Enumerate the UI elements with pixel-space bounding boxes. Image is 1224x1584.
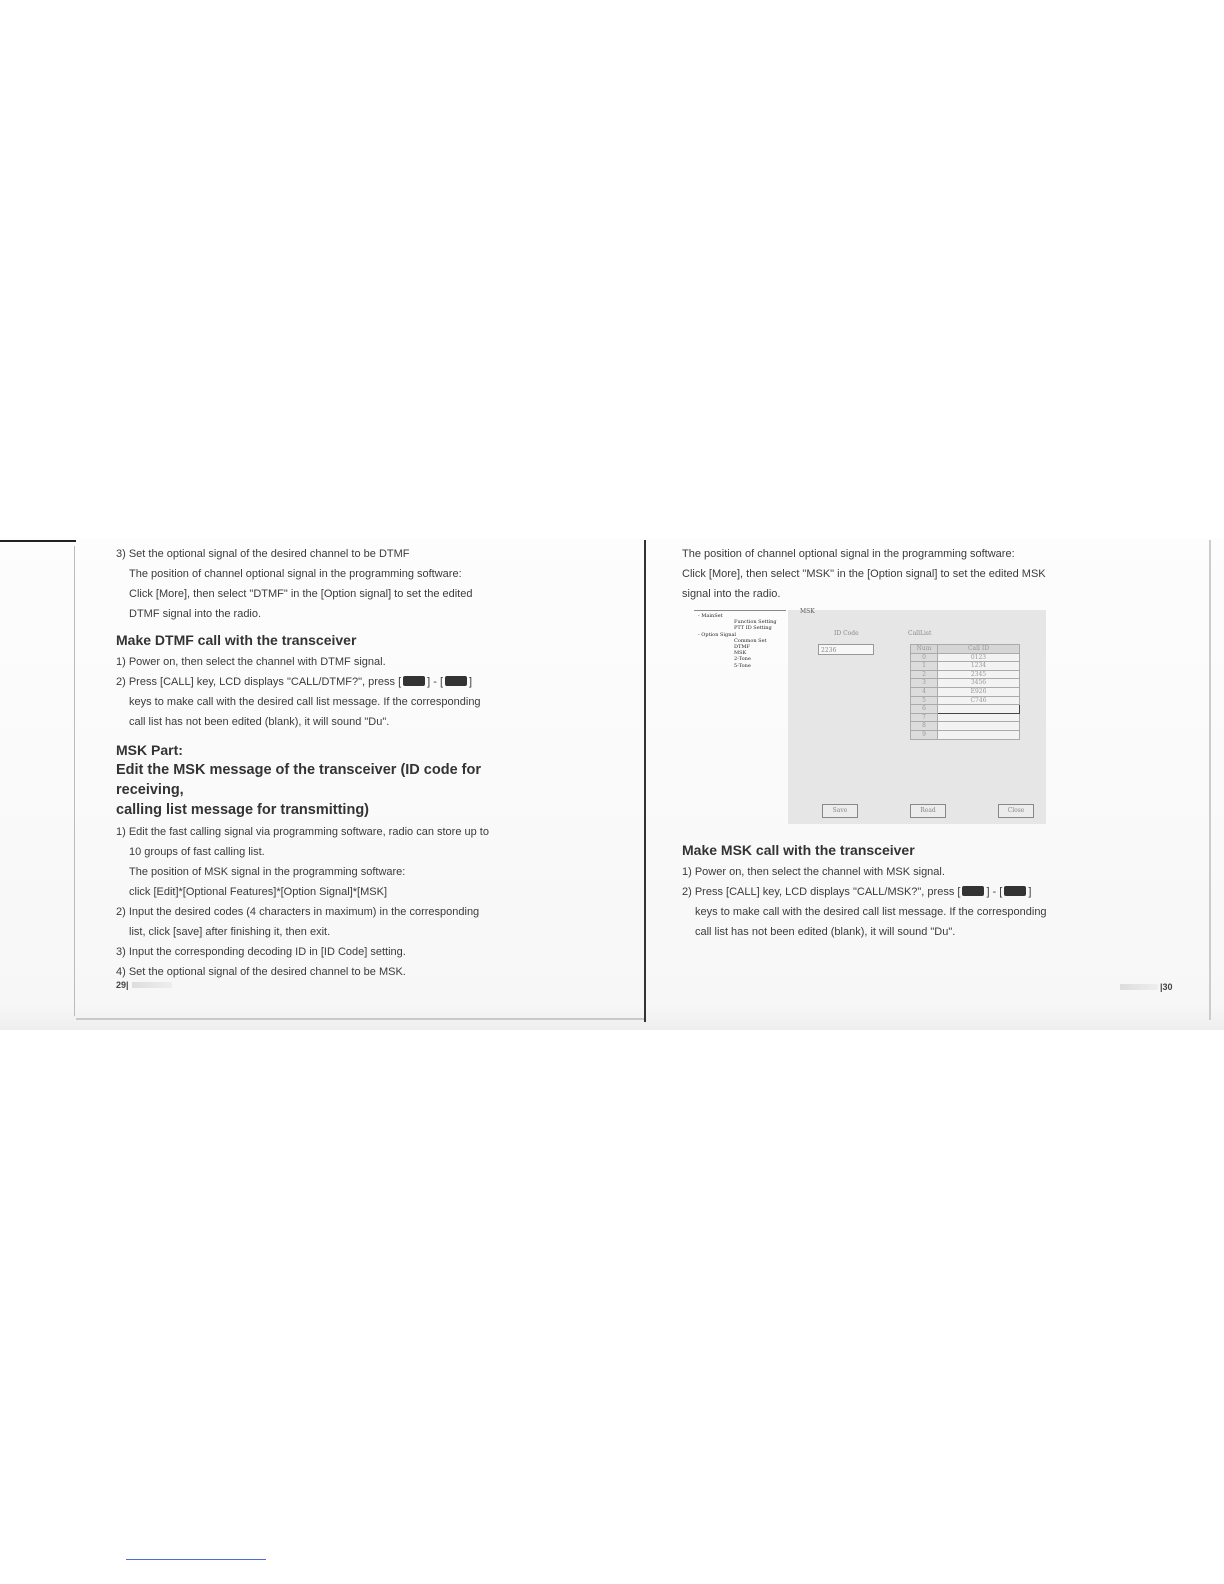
msk-step-2-line: list, click [save] after finishing it, then exit. [129,926,331,938]
intro-line: The position of channel optional signal in the programming software: [682,548,1015,560]
row-call-id[interactable] [938,722,1020,731]
dtmf-step-2-line: keys to make call with the desired call list message. If the corresponding [129,696,481,708]
msk-step-4: 4) Set the optional signal of the desired channel to be MSK. [116,966,406,978]
tree-item-dtmf[interactable]: DTMF [734,644,750,651]
msk-call-heading: Make MSK call with the transceiver [682,842,915,858]
row-call-id[interactable] [938,730,1020,739]
row-num: 3 [911,679,938,688]
row-num: 2 [911,670,938,679]
table-row [911,705,1020,714]
msk-call-step-2 [682,882,1082,902]
row-call-id[interactable]: 3456 [938,679,1020,688]
row-call-id[interactable]: E926 [938,687,1020,696]
tree-item-msk[interactable]: MSK [734,650,747,657]
msk-part-heading: MSK Part: [116,742,183,758]
tree-item-ptt-id-setting[interactable]: PTT ID Setting [734,625,772,632]
page-number-bar [1120,984,1158,990]
msk-edit-heading-cont: calling list message for transmitting) [116,802,369,818]
row-num: 8 [911,722,938,731]
tree-item-function-setting[interactable]: Function Setting [734,619,777,626]
table-row [911,722,1020,731]
table-row [911,696,1020,705]
right-page-lower [682,840,1082,942]
step-3-line: The position of channel optional signal in the programming software: [129,568,462,580]
bottom-page-edge [76,1018,644,1020]
dtmf-step-2-dash: ] - [ [427,676,444,688]
footnote-rule [126,1559,266,1560]
msk-call-step-2-dash: ] - [ [986,886,1003,898]
book-spine [644,540,646,1022]
table-row [911,662,1020,671]
page-number-right: |30 [1160,982,1173,992]
close-button[interactable]: Close [998,804,1034,818]
row-call-id[interactable]: 1234 [938,662,1020,671]
call-list-table [910,644,1020,740]
msk-step-2: 2) Input the desired codes (4 characters in maximum) in the corresponding [116,906,480,918]
tree-item-option-signal[interactable]: - Option Signal [698,631,737,638]
row-num: 9 [911,730,938,739]
msk-call-step-2-line: call list has not been edited (blank), it will sound "Du". [695,926,956,938]
msk-call-step-2-close: ] [1028,886,1032,898]
msk-step-1-line: click [Edit]*[Optional Features]*[Option Signal]*[MSK] [129,886,388,898]
step-3: 3) Set the optional signal of the desired channel to be DTMF [116,548,410,560]
msk-call-step-2-text: 2) Press [CALL] key, LCD displays "CALL/MSK?", press [ [682,886,961,898]
table-row [911,653,1020,662]
left-page [116,544,526,982]
page-number-left: 29| [116,980,129,990]
key-0-icon [962,886,984,896]
msk-call-step-2-line: keys to make call with the desired call list message. If the corresponding [695,906,1047,918]
row-call-id[interactable]: 2345 [938,670,1020,679]
msk-panel-title: MSK [800,608,815,615]
key-9-icon [1004,886,1026,896]
tree-item-2-tone[interactable]: 2-Tone [734,656,751,663]
key-9-icon [445,676,467,686]
read-button[interactable]: Read [910,804,946,818]
left-page-edge [74,546,75,1016]
settings-tree [680,613,786,703]
tree-divider [694,610,786,611]
dtmf-step-2-text: 2) Press [CALL] key, LCD displays "CALL/DTMF?", press [ [116,676,402,688]
right-page-edge [1209,540,1211,1020]
msk-step-1: 1) Edit the fast calling signal via programming software, radio can store up to [116,826,489,838]
msk-call-step-1: 1) Power on, then select the channel with MSK signal. [682,866,945,878]
id-code-input[interactable]: 2236 [818,644,874,655]
dtmf-step-2-close: ] [469,676,473,688]
table-row [911,713,1020,722]
id-code-label: ID Code [834,630,859,637]
table-header-call-id: Call ID [938,645,1020,654]
row-num: 4 [911,687,938,696]
row-call-id[interactable]: 0123 [938,653,1020,662]
top-rule [0,540,76,542]
right-page [682,544,1082,604]
intro-line: Click [More], then select "MSK" in the [Option signal] to set the edited MSK [682,568,1046,580]
row-num: 0 [911,653,938,662]
step-3-line: DTMF signal into the radio. [129,608,262,620]
row-call-id[interactable]: C746 [938,696,1020,705]
step-3-line: Click [More], then select "DTMF" in the [Option signal] to set the edited [129,588,473,600]
msk-step-1-line: 10 groups of fast calling list. [129,846,265,858]
msk-step-1-line: The position of MSK signal in the programming software: [129,866,406,878]
call-list-label: CallList [908,630,932,637]
dtmf-step-1: 1) Power on, then select the channel with DTMF signal. [116,656,386,668]
dtmf-step-2 [116,672,526,692]
save-button[interactable]: Save [822,804,858,818]
table-header-num: Num [911,645,938,654]
row-call-id[interactable] [938,705,1020,714]
table-row [911,670,1020,679]
msk-edit-heading: Edit the MSK message of the transceiver (ID code for receiving, [116,762,482,798]
table-row [911,687,1020,696]
msk-software-screenshot [680,610,1046,824]
dtmf-call-heading: Make DTMF call with the transceiver [116,632,357,648]
row-num: 7 [911,713,938,722]
row-num: 5 [911,696,938,705]
tree-item-5-tone[interactable]: 5-Tone [734,662,751,669]
tree-item-common-set[interactable]: Common Set [734,637,767,644]
row-num: 6 [911,705,938,714]
msk-step-3: 3) Input the corresponding decoding ID in [ID Code] setting. [116,946,406,958]
key-0-icon [403,676,425,686]
table-row [911,730,1020,739]
tree-item-mainset[interactable]: - MainSet [698,613,723,619]
page-number-bar [132,982,172,988]
dtmf-step-2-line: call list has not been edited (blank), it will sound "Du". [129,716,390,728]
table-row [911,679,1020,688]
row-call-id[interactable] [938,713,1020,722]
intro-line: signal into the radio. [682,588,781,600]
row-num: 1 [911,662,938,671]
